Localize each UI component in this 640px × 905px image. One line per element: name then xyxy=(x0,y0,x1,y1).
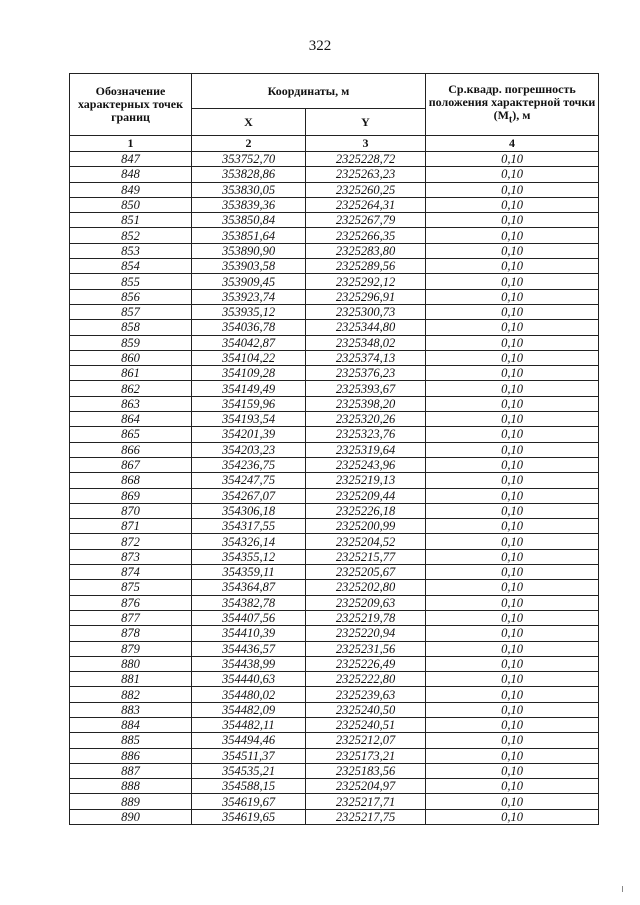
point-number-cell: 865 xyxy=(70,427,192,442)
header-coordinates: Координаты, м xyxy=(192,74,426,109)
coord-x-cell: 354436,57 xyxy=(192,641,306,656)
table-row xyxy=(70,580,599,595)
coord-x-cell: 354247,75 xyxy=(192,473,306,488)
table-row xyxy=(70,702,599,717)
rms-error-cell: 0,10 xyxy=(426,794,599,809)
coord-y-cell: 2325200,99 xyxy=(306,519,426,534)
coord-y-cell: 2325217,71 xyxy=(306,794,426,809)
point-number-cell: 867 xyxy=(70,457,192,472)
header-y: Y xyxy=(306,109,426,136)
page-number: 322 xyxy=(308,38,332,54)
coord-x-cell: 353903,58 xyxy=(192,259,306,274)
coord-y-cell: 2325266,35 xyxy=(306,228,426,243)
rms-error-cell: 0,10 xyxy=(426,304,599,319)
coord-y-cell: 2325289,56 xyxy=(306,259,426,274)
rms-error-cell: 0,10 xyxy=(426,595,599,610)
coord-x-cell: 354317,55 xyxy=(192,519,306,534)
point-number-cell: 877 xyxy=(70,610,192,625)
column-number-1: 1 xyxy=(70,136,192,152)
table-row xyxy=(70,519,599,534)
point-number-cell: 858 xyxy=(70,320,192,335)
coord-x-cell: 354619,65 xyxy=(192,809,306,824)
table-row xyxy=(70,304,599,319)
rms-error-cell: 0,10 xyxy=(426,366,599,381)
rms-error-cell: 0,10 xyxy=(426,182,599,197)
rms-error-cell: 0,10 xyxy=(426,167,599,182)
point-number-cell: 871 xyxy=(70,519,192,534)
rms-error-cell: 0,10 xyxy=(426,259,599,274)
table-row xyxy=(70,396,599,411)
table-row xyxy=(70,672,599,687)
table-row xyxy=(70,733,599,748)
coord-y-cell: 2325240,50 xyxy=(306,702,426,717)
coord-x-cell: 354494,46 xyxy=(192,733,306,748)
point-number-cell: 857 xyxy=(70,304,192,319)
table-row xyxy=(70,534,599,549)
coord-y-cell: 2325173,21 xyxy=(306,748,426,763)
coord-y-cell: 2325183,56 xyxy=(306,763,426,778)
coord-x-cell: 354159,96 xyxy=(192,396,306,411)
coord-y-cell: 2325220,94 xyxy=(306,626,426,641)
table-row xyxy=(70,656,599,671)
table-row xyxy=(70,503,599,518)
coord-x-cell: 354482,11 xyxy=(192,717,306,732)
table-row xyxy=(70,182,599,197)
table-row xyxy=(70,228,599,243)
coord-x-cell: 354535,21 xyxy=(192,763,306,778)
coord-y-cell: 2325263,23 xyxy=(306,167,426,182)
table-row xyxy=(70,350,599,365)
point-number-cell: 870 xyxy=(70,503,192,518)
point-number-cell: 876 xyxy=(70,595,192,610)
coord-y-cell: 2325348,02 xyxy=(306,335,426,350)
table-row xyxy=(70,763,599,778)
rms-error-cell: 0,10 xyxy=(426,748,599,763)
coord-y-cell: 2325204,97 xyxy=(306,779,426,794)
coord-y-cell: 2325292,12 xyxy=(306,274,426,289)
point-number-cell: 872 xyxy=(70,534,192,549)
coord-x-cell: 353830,05 xyxy=(192,182,306,197)
coord-x-cell: 354236,75 xyxy=(192,457,306,472)
table-row xyxy=(70,488,599,503)
coord-y-cell: 2325202,80 xyxy=(306,580,426,595)
table-row xyxy=(70,687,599,702)
table-row xyxy=(70,717,599,732)
point-number-cell: 885 xyxy=(70,733,192,748)
point-number-cell: 868 xyxy=(70,473,192,488)
rms-error-cell: 0,10 xyxy=(426,763,599,778)
coord-x-cell: 354326,14 xyxy=(192,534,306,549)
table-row xyxy=(70,565,599,580)
column-number-3: 3 xyxy=(306,136,426,152)
rms-error-cell: 0,10 xyxy=(426,243,599,258)
coord-x-cell: 353828,86 xyxy=(192,167,306,182)
rms-error-cell: 0,10 xyxy=(426,534,599,549)
coord-y-cell: 2325212,07 xyxy=(306,733,426,748)
coord-x-cell: 354410,39 xyxy=(192,626,306,641)
coord-x-cell: 353851,64 xyxy=(192,228,306,243)
rms-error-cell: 0,10 xyxy=(426,717,599,732)
coord-x-cell: 354359,11 xyxy=(192,565,306,580)
coord-y-cell: 2325209,63 xyxy=(306,595,426,610)
table-row xyxy=(70,610,599,625)
point-number-cell: 887 xyxy=(70,763,192,778)
table-row xyxy=(70,779,599,794)
table-row xyxy=(70,335,599,350)
point-number-cell: 851 xyxy=(70,213,192,228)
header-rms-error xyxy=(426,74,599,136)
coord-y-cell: 2325374,13 xyxy=(306,350,426,365)
coord-y-cell: 2325283,80 xyxy=(306,243,426,258)
rms-error-cell: 0,10 xyxy=(426,274,599,289)
coord-y-cell: 2325243,96 xyxy=(306,457,426,472)
coord-x-cell: 354440,63 xyxy=(192,672,306,687)
coord-x-cell: 354109,28 xyxy=(192,366,306,381)
rms-error-cell: 0,10 xyxy=(426,641,599,656)
rms-error-cell: 0,10 xyxy=(426,779,599,794)
column-number-4: 4 xyxy=(426,136,599,152)
rms-error-cell: 0,10 xyxy=(426,656,599,671)
point-number-cell: 888 xyxy=(70,779,192,794)
rms-error-cell: 0,10 xyxy=(426,580,599,595)
point-number-cell: 855 xyxy=(70,274,192,289)
coord-y-cell: 2325323,76 xyxy=(306,427,426,442)
table-row xyxy=(70,213,599,228)
rms-error-cell: 0,10 xyxy=(426,610,599,625)
point-number-cell: 860 xyxy=(70,350,192,365)
coord-y-cell: 2325239,63 xyxy=(306,687,426,702)
point-number-cell: 850 xyxy=(70,197,192,212)
point-number-cell: 878 xyxy=(70,626,192,641)
rms-error-cell: 0,10 xyxy=(426,412,599,427)
coord-y-cell: 2325215,77 xyxy=(306,549,426,564)
point-number-cell: 852 xyxy=(70,228,192,243)
table-row xyxy=(70,595,599,610)
coord-y-cell: 2325228,72 xyxy=(306,152,426,167)
coord-x-cell: 353890,90 xyxy=(192,243,306,258)
point-number-cell: 866 xyxy=(70,442,192,457)
coord-x-cell: 353923,74 xyxy=(192,289,306,304)
table-row xyxy=(70,320,599,335)
coord-y-cell: 2325398,20 xyxy=(306,396,426,411)
rms-error-cell: 0,10 xyxy=(426,549,599,564)
coord-y-cell: 2325231,56 xyxy=(306,641,426,656)
rms-error-cell: 0,10 xyxy=(426,457,599,472)
point-number-cell: 881 xyxy=(70,672,192,687)
point-number-cell: 874 xyxy=(70,565,192,580)
rms-error-cell: 0,10 xyxy=(426,289,599,304)
coord-x-cell: 354364,87 xyxy=(192,580,306,595)
rms-error-cell: 0,10 xyxy=(426,335,599,350)
point-number-cell: 854 xyxy=(70,259,192,274)
coord-y-cell: 2325264,31 xyxy=(306,197,426,212)
coord-y-cell: 2325260,25 xyxy=(306,182,426,197)
coord-x-cell: 354193,54 xyxy=(192,412,306,427)
rms-error-cell: 0,10 xyxy=(426,473,599,488)
coord-y-cell: 2325226,49 xyxy=(306,656,426,671)
table-row xyxy=(70,549,599,564)
coord-x-cell: 353752,70 xyxy=(192,152,306,167)
coord-y-cell: 2325219,13 xyxy=(306,473,426,488)
table-row xyxy=(70,809,599,824)
point-number-cell: 883 xyxy=(70,702,192,717)
table-row xyxy=(70,152,599,167)
rms-error-cell: 0,10 xyxy=(426,350,599,365)
coord-y-cell: 2325240,51 xyxy=(306,717,426,732)
rms-error-cell: 0,10 xyxy=(426,503,599,518)
rms-error-cell: 0,10 xyxy=(426,213,599,228)
coordinates-table xyxy=(69,73,599,825)
coord-y-cell: 2325219,78 xyxy=(306,610,426,625)
column-number-2: 2 xyxy=(192,136,306,152)
point-number-cell: 873 xyxy=(70,549,192,564)
coord-x-cell: 354511,37 xyxy=(192,748,306,763)
header-point-designation: Обозначение характерных точек границ xyxy=(70,74,192,136)
rms-error-cell: 0,10 xyxy=(426,809,599,824)
coord-y-cell: 2325205,67 xyxy=(306,565,426,580)
coord-x-cell: 354203,23 xyxy=(192,442,306,457)
table-row xyxy=(70,167,599,182)
point-number-cell: 886 xyxy=(70,748,192,763)
rms-error-cell: 0,10 xyxy=(426,626,599,641)
coord-x-cell: 354407,56 xyxy=(192,610,306,625)
coord-y-cell: 2325344,80 xyxy=(306,320,426,335)
coord-y-cell: 2325393,67 xyxy=(306,381,426,396)
rms-error-cell: 0,10 xyxy=(426,702,599,717)
point-number-cell: 875 xyxy=(70,580,192,595)
coord-x-cell: 354267,07 xyxy=(192,488,306,503)
coord-y-cell: 2325209,44 xyxy=(306,488,426,503)
point-number-cell: 859 xyxy=(70,335,192,350)
point-number-cell: 848 xyxy=(70,167,192,182)
rms-error-cell: 0,10 xyxy=(426,442,599,457)
coord-x-cell: 354355,12 xyxy=(192,549,306,564)
point-number-cell: 882 xyxy=(70,687,192,702)
point-number-cell: 849 xyxy=(70,182,192,197)
coord-x-cell: 354306,18 xyxy=(192,503,306,518)
table-row xyxy=(70,794,599,809)
table-row xyxy=(70,381,599,396)
coord-x-cell: 354482,09 xyxy=(192,702,306,717)
rms-error-cell: 0,10 xyxy=(426,427,599,442)
coord-x-cell: 353909,45 xyxy=(192,274,306,289)
table-row xyxy=(70,259,599,274)
coord-y-cell: 2325217,75 xyxy=(306,809,426,824)
table-row xyxy=(70,412,599,427)
coord-y-cell: 2325300,73 xyxy=(306,304,426,319)
coord-y-cell: 2325320,26 xyxy=(306,412,426,427)
rms-error-cell: 0,10 xyxy=(426,381,599,396)
rms-error-cell: 0,10 xyxy=(426,519,599,534)
table-row xyxy=(70,197,599,212)
rms-error-cell: 0,10 xyxy=(426,320,599,335)
point-number-cell: 890 xyxy=(70,809,192,824)
point-number-cell: 863 xyxy=(70,396,192,411)
point-number-cell: 862 xyxy=(70,381,192,396)
rms-error-cell: 0,10 xyxy=(426,687,599,702)
header-rms-error-tail: ), м xyxy=(512,107,531,122)
coord-y-cell: 2325376,23 xyxy=(306,366,426,381)
coord-y-cell: 2325204,52 xyxy=(306,534,426,549)
table-row xyxy=(70,442,599,457)
point-number-cell: 853 xyxy=(70,243,192,258)
rms-error-cell: 0,10 xyxy=(426,672,599,687)
rms-error-cell: 0,10 xyxy=(426,152,599,167)
coord-x-cell: 354480,02 xyxy=(192,687,306,702)
point-number-cell: 856 xyxy=(70,289,192,304)
coord-y-cell: 2325226,18 xyxy=(306,503,426,518)
table-row xyxy=(70,274,599,289)
header-rms-error-text: Ср.квадр. погрешность положения характерной точки (M xyxy=(428,81,596,122)
coord-x-cell: 354149,49 xyxy=(192,381,306,396)
point-number-cell: 889 xyxy=(70,794,192,809)
coord-x-cell: 354104,22 xyxy=(192,350,306,365)
table-row xyxy=(70,289,599,304)
rms-error-cell: 0,10 xyxy=(426,488,599,503)
point-number-cell: 880 xyxy=(70,656,192,671)
coord-x-cell: 354619,67 xyxy=(192,794,306,809)
coord-x-cell: 354588,15 xyxy=(192,779,306,794)
point-number-cell: 864 xyxy=(70,412,192,427)
rms-error-cell: 0,10 xyxy=(426,396,599,411)
coord-x-cell: 353935,12 xyxy=(192,304,306,319)
point-number-cell: 879 xyxy=(70,641,192,656)
point-number-cell: 884 xyxy=(70,717,192,732)
rms-error-cell: 0,10 xyxy=(426,733,599,748)
header-x: X xyxy=(192,109,306,136)
coord-x-cell: 354042,87 xyxy=(192,335,306,350)
table-row xyxy=(70,748,599,763)
coord-x-cell: 353839,36 xyxy=(192,197,306,212)
coord-x-cell: 354201,39 xyxy=(192,427,306,442)
table-row xyxy=(70,473,599,488)
rms-error-cell: 0,10 xyxy=(426,228,599,243)
table-row xyxy=(70,427,599,442)
table-row xyxy=(70,366,599,381)
point-number-cell: 847 xyxy=(70,152,192,167)
coord-x-cell: 354438,99 xyxy=(192,656,306,671)
coord-x-cell: 354036,78 xyxy=(192,320,306,335)
table-row xyxy=(70,243,599,258)
coord-y-cell: 2325296,91 xyxy=(306,289,426,304)
rms-error-cell: 0,10 xyxy=(426,197,599,212)
coord-y-cell: 2325222,80 xyxy=(306,672,426,687)
coord-x-cell: 353850,84 xyxy=(192,213,306,228)
coord-x-cell: 354382,78 xyxy=(192,595,306,610)
point-number-cell: 869 xyxy=(70,488,192,503)
rms-error-cell: 0,10 xyxy=(426,565,599,580)
table-row xyxy=(70,457,599,472)
margin-mark xyxy=(622,886,623,892)
point-number-cell: 861 xyxy=(70,366,192,381)
table-row xyxy=(70,641,599,656)
table-row xyxy=(70,626,599,641)
header-rms-error-subscript: t xyxy=(508,114,513,126)
coord-y-cell: 2325319,64 xyxy=(306,442,426,457)
table-body xyxy=(70,152,599,825)
coord-y-cell: 2325267,79 xyxy=(306,213,426,228)
